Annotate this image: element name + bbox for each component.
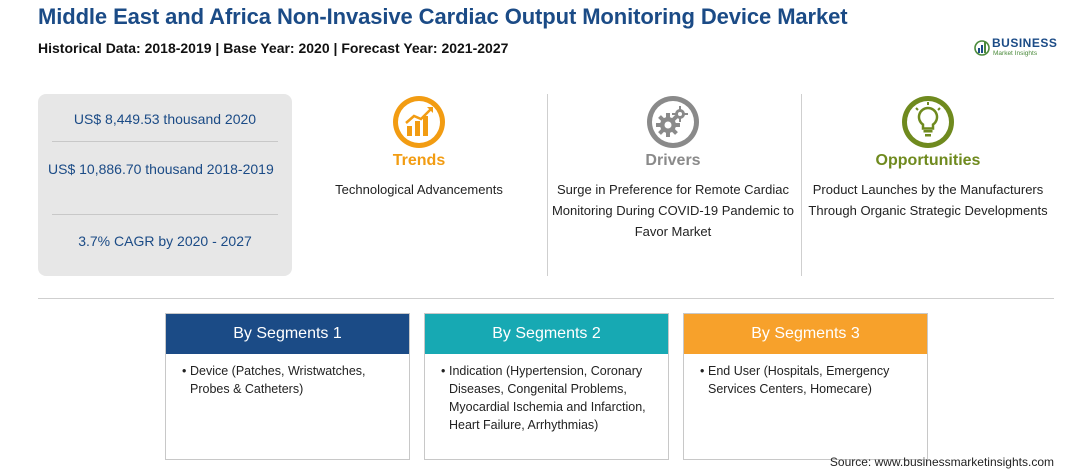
stat-divider (52, 214, 278, 215)
bullet-marker: • (700, 364, 705, 378)
gears-icon (645, 94, 701, 150)
segment-body (684, 354, 927, 398)
segment-header: By Segments 3 (684, 314, 927, 354)
stat-market-value-2020: US$ 8,449.53 thousand 2020 (73, 111, 257, 127)
factor-description: Surge in Preference for Remote Cardiac Monitoring During COVID-19 Pandemic to Favor Market (551, 182, 795, 239)
brand-logo (972, 34, 1062, 64)
factor-description: Technological Advancements (335, 182, 503, 197)
logo-name: BUSINESS (992, 36, 1058, 50)
segment-text: Indication (Hypertension, Coronary Diseases, Congenital Problems, Myocardial Ischemia and Infarction, Heart Failure, Arrhythmias) (449, 364, 646, 432)
page-subtitle: Historical Data: 2018-2019 | Base Year: 2020 | Forecast Year: 2021-2027 (38, 40, 509, 56)
segment-body (425, 354, 668, 434)
stat-cagr: 3.7% CAGR by 2020 - 2027 (78, 233, 252, 249)
factor-opportunities (803, 94, 1053, 221)
factor-description: Product Launches by the Manufacturers Through Organic Strategic Developments (808, 182, 1048, 218)
stat-divider (52, 141, 278, 142)
logo-mark-icon (974, 36, 990, 58)
segment-text: Device (Patches, Wristwatches, Probes & Catheters) (190, 364, 366, 396)
segment-header: By Segments 2 (425, 314, 668, 354)
segment-body (166, 354, 409, 398)
page-title: Middle East and Africa Non-Invasive Cardiac Output Monitoring Device Market (38, 4, 848, 29)
key-stats-panel (38, 94, 292, 276)
logo-tagline: Market Insights (993, 50, 1038, 57)
factor-title: Trends (392, 152, 446, 169)
factor-trends (294, 94, 544, 200)
trend-chart-icon (391, 94, 447, 150)
source-credit: Source: www.businessmarketinsights.com (829, 455, 1054, 469)
section-divider (38, 298, 1054, 299)
segment-card-2 (424, 313, 669, 460)
segment-card-1 (165, 313, 410, 460)
segment-header: By Segments 1 (166, 314, 409, 354)
factor-title: Drivers (645, 152, 701, 169)
bullet-marker: • (441, 364, 446, 378)
bullet-marker: • (182, 364, 187, 378)
factor-title: Opportunities (875, 152, 981, 169)
lightbulb-icon (900, 94, 956, 150)
stat-market-value-historical: US$ 10,886.70 thousand 2018-2019 (48, 161, 274, 177)
segment-card-3 (683, 313, 928, 460)
column-divider (801, 94, 802, 276)
segment-text: End User (Hospitals, Emergency Services Centers, Homecare) (708, 364, 890, 396)
factor-drivers (548, 94, 798, 242)
